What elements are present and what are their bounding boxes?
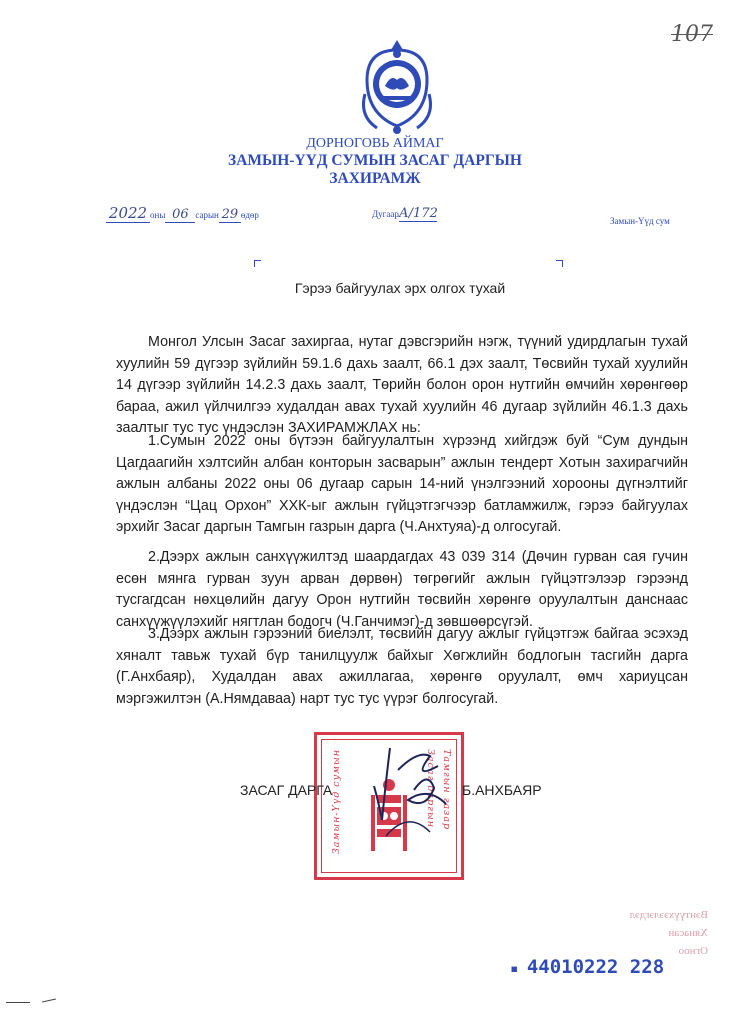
state-emblem xyxy=(355,36,439,136)
signature-title: ЗАСАГ ДАРГА xyxy=(240,782,333,798)
header-office: ЗАМЫН-ҮҮД СУМЫН ЗАСАГ ДАРГЫН xyxy=(228,152,522,169)
header-aimag: ДОРНОГОВЬ АЙМАГ xyxy=(306,136,444,151)
paragraph-item-3: 3.Дээрх ажлын гэрээний биелэлт, төсвийн дагуу ажлыг гүйцэтгэж байгаа эсэхэд хяналт тавьж тухай бүр танилцуулж байхыг Хөгжлийн бодлогын тасгийн дарга (Г.Анхбаяр), Худалдан авах ажиллагаа, хөрөнгө оруулалт, өмч хариуцсан мэргэжилтэн (А.Нямдаваа) нарт тус тус үүрэг болгосугай. xyxy=(116,626,688,707)
footer-dash-right xyxy=(42,999,56,1003)
page-number: 107 xyxy=(671,22,713,47)
paragraph-item-2: 2.Дээрх ажлын санхүүжилтэд шаардагдах 43 039 314 (Дөчин гурван сая гучин есөн мянга гурван зуун арван дөрвөн) төгрөгийг ажлын гүйцэтгэлээр гэрээнд тусгагдсан нөхцөлийн дагуу Орон нутгийн төсвийн хөрөнгө оруулалтын данснаас санхүүжүүлэхийг нягтлан бодогч (Ч.Ганчимэг)-д зөвшөөрсүгэй. xyxy=(116,549,688,630)
date-year-suffix: оны xyxy=(150,210,166,220)
date-day-suffix: өдөр xyxy=(240,210,259,220)
date-month: 06 xyxy=(172,207,189,222)
date-month-suffix: сарын xyxy=(195,210,219,220)
stamp-text-left: Замын-Үүд сумын xyxy=(331,749,342,855)
paragraph-intro: Монгол Улсын Засаг захиргаа, нутаг дэвсгэрийн нэгж, түүний удирдлагын тухай хуулийн 59 дүгээр зүйлийн 59.1.6 дахь заалт, 66.1 дэх заалт, Төсвийн тухай хуулийн 14 дүгээр зүйлийн 14.2.3 дахь заалт, Төрийн болон орон нутгийн өмчийн хөрөнгөөр бараа, ажил үйлчилгээ худалдан авах тухай хуулийн 46 дугаар зүйлийн 46.1.3 дахь заалтыг тус тус үндэслэн ЗАХИРАМЖЛАХ нь: xyxy=(116,334,688,436)
place: Замын-Үүд сум xyxy=(610,216,670,226)
footer-dash-left xyxy=(6,1002,30,1003)
header-doc-type: ЗАХИРАМЖ xyxy=(329,170,421,187)
barcode-number-value: 44010222 228 xyxy=(526,956,665,978)
date-day: 29 xyxy=(221,207,239,222)
mirror-line-3: Огноо xyxy=(678,945,708,957)
stamp-text-middle: Засаг даргын xyxy=(425,749,436,828)
dateline xyxy=(106,204,259,223)
registration-stamp-mirror xyxy=(548,906,708,960)
stamp-text-right: Тамгын газар xyxy=(441,749,452,831)
signature-name: Б.АНХБАЯР xyxy=(462,782,542,798)
subject-bracket-right xyxy=(556,260,563,267)
barcode-number: ▪ 44010222 228 xyxy=(510,956,665,978)
order-number-label: Дугаар xyxy=(372,209,399,219)
mirror-line-2: Хянасан xyxy=(668,927,708,939)
order-number xyxy=(372,206,437,222)
mirror-line-1: Вэнтүүхээлэгдэл xyxy=(629,909,708,921)
date-year: 2022 xyxy=(108,204,148,222)
subject-bracket-left xyxy=(254,260,261,267)
paragraph-item-1: 1.Сумын 2022 оны бүтээн байгуулалтын хүрээнд хийгдэж буй “Сум дундын Цагдаагийн хэлтсийн албан конторын засварын” ажлын тендерт Хотын захирагчийн ажлын албаны 2022 оны 06 дугаар сарын 14-ний үнэлгээний хорооны дүгнэлтийг үндэслэн “Цац Орхон” ХХК-ыг ажлын гүйцэтгэгчээр батламжилж, гэрээ байгуулах эрхийг Засаг даргын Тамгын газрын дарга (Ч.Анхтуяа)-д олгосугай. xyxy=(116,433,688,535)
order-number-value: А/172 xyxy=(398,206,438,221)
handwritten-signature xyxy=(368,740,458,850)
subject-title: Гэрээ байгуулах эрх олгох тухай xyxy=(294,280,506,296)
